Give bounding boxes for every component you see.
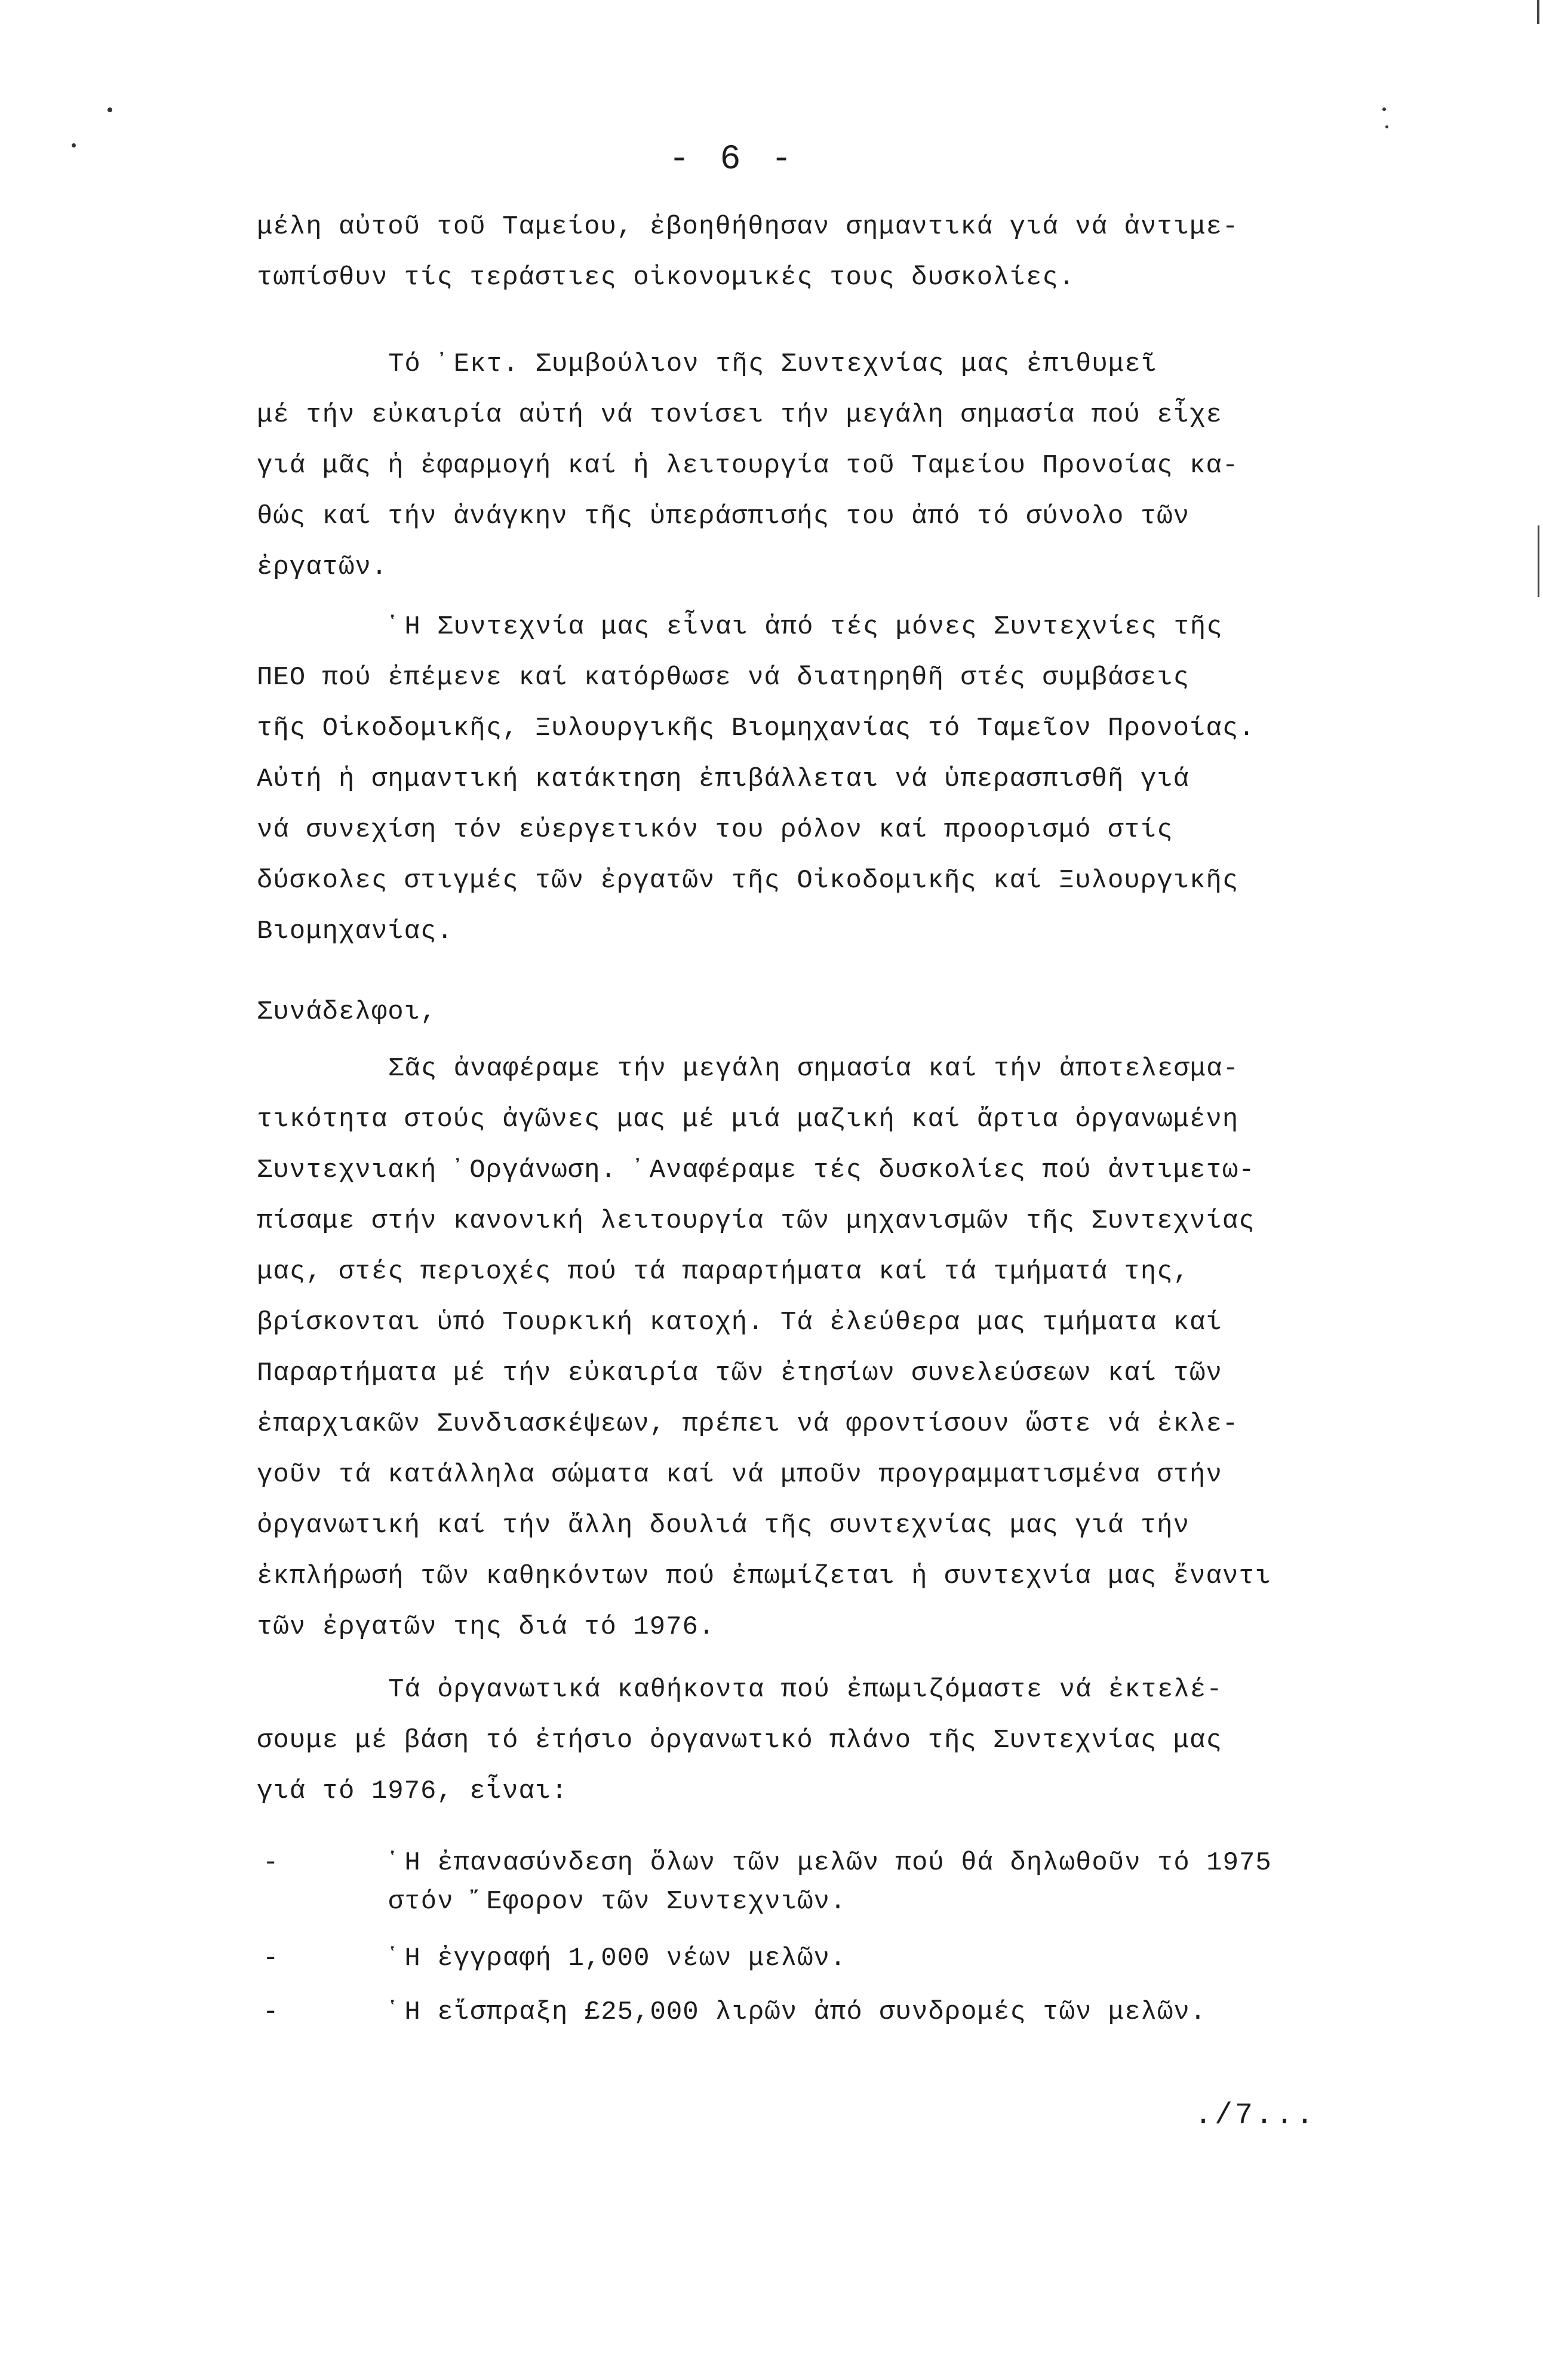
paragraph-2-line-3: γιά μᾶς ἡ ἐφαρμογή καί ἡ λειτουργία τοῦ Ταμείου Προνοίας κα- (257, 451, 1239, 481)
paragraph-2-line-2: μέ τήν εὐκαιρία αὐτή νά τονίσει τήν μεγάλη σημασία πού εἶχε (257, 400, 1222, 430)
paragraph-1-line-2: τωπίσθυν τίς τεράστιες οἰκονομικές τους δυσκολίες. (257, 263, 1075, 293)
paragraph-4-line-7: Παραρτήματα μέ τήν εὐκαιρία τῶν ἐτησίων συνελεύσεων καί τῶν (257, 1358, 1222, 1388)
paragraph-3-line-1: ῾Η Συντεχνία μας εἶναι ἀπό τές μόνες Συντεχνίες τῆς (388, 612, 1223, 642)
list-item-3-marker: - (263, 1997, 279, 2027)
list-item-1-marker: - (263, 1848, 279, 1878)
paragraph-3-line-2: ΠΕΟ πού ἐπέμενε καί κατόρθωσε νά διατηρηθῆ στές συμβάσεις (257, 663, 1190, 693)
paragraph-4-line-1: Σᾶς ἀναφέραμε τήν μεγάλη σημασία καί τήν ἀποτελεσμα- (388, 1054, 1240, 1084)
scan-edge-mark (1538, 525, 1539, 597)
page-continuation-marker: ./7... (1194, 2099, 1317, 2133)
paragraph-5-line-2: σουμε μέ βάση τό ἐτήσιο ὀργανωτικό πλάνο τῆς Συντεχνίας μας (257, 1726, 1222, 1755)
paragraph-4-line-3: Συντεχνιακή ᾽Οργάνωση. ᾽Αναφέραμε τές δυσκολίες πού ἀντιμετω- (257, 1155, 1255, 1185)
paragraph-4-line-9: γοῦν τά κατάλληλα σώματα καί νά μποῦν προγραμματισμένα στήν (257, 1460, 1222, 1490)
page-number: - 6 - (669, 140, 797, 179)
paragraph-1-line-1: μέλη αὐτοῦ τοῦ Ταμείου, ἐβοηθήθησαν σημαντικά γιά νά ἀντιμε- (257, 212, 1239, 242)
paragraph-4-line-8: ἐπαρχιακῶν Συνδιασκέψεων, πρέπει νά φροντίσουν ὥστε νά ἐκλε- (257, 1409, 1239, 1439)
paragraph-3-line-5: νά συνεχίση τόν εὐεργετικόν του ρόλον καί προορισμό στίς (257, 815, 1173, 845)
paragraph-4-line-5: μας, στές περιοχές πού τά παραρτήματα καί τά τμήματά της, (257, 1257, 1190, 1287)
list-item-1-line-2: στόν ῎Εφορον τῶν Συντεχνιῶν. (388, 1887, 847, 1917)
paragraph-4-line-10: ὀργανωτική καί τήν ἄλλη δουλιά τῆς συντεχνίας μας γιά τήν (257, 1511, 1190, 1540)
paragraph-4-line-4: πίσαμε στήν κανονική λειτουργία τῶν μηχανισμῶν τῆς Συντεχνίας (257, 1206, 1255, 1236)
paragraph-4-line-2: τικότητα στούς ἀγῶνες μας μέ μιά μαζική καί ἄρτια ὀργανωμένη (257, 1105, 1239, 1134)
scan-edge-mark (1537, 0, 1539, 24)
list-item-2-line-1: ῾Η ἐγγραφή 1,000 νέων μελῶν. (388, 1944, 847, 1973)
paragraph-4-line-6: βρίσκονται ὑπό Τουρκική κατοχή. Τά ἐλεύθερα μας τμήματα καί (257, 1308, 1222, 1337)
scan-speck (1382, 107, 1386, 111)
paragraph-4-line-12: τῶν ἐργατῶν της διά τό 1976. (257, 1612, 715, 1642)
paragraph-5-line-3: γιά τό 1976, εἶναι: (257, 1776, 568, 1806)
list-item-1-line-1: ῾Η ἐπανασύνδεση ὅλων τῶν μελῶν πού θά δηλωθοῦν τό 1975 (388, 1848, 1272, 1878)
paragraph-3-line-6: δύσκολες στιγμές τῶν ἐργατῶν τῆς Οἰκοδομικῆς καί Ξυλουργικῆς (257, 866, 1239, 896)
list-item-3-line-1: ῾Η εἴσπραξη £25,000 λιρῶν ἀπό συνδρομές τῶν μελῶν. (388, 1997, 1207, 2027)
paragraph-3-line-3: τῆς Οἰκοδομικῆς, Ξυλουργικῆς Βιομηχανίας τό Ταμεῖον Προνοίας. (257, 714, 1255, 743)
paragraph-2-line-5: ἐργατῶν. (257, 552, 388, 582)
paragraph-3-line-4: Αὐτή ἡ σημαντική κατάκτηση ἐπιβάλλεται νά ὑπερασπισθῆ γιά (257, 764, 1190, 794)
paragraph-2-line-1: Τό ᾽Εκτ. Συμβούλιον τῆς Συντεχνίας μας ἐπιθυμεῖ (388, 349, 1158, 379)
paragraph-2-line-4: θώς καί τήν ἀνάγκην τῆς ὑπεράσπισής του ἀπό τό σύνολο τῶν (257, 502, 1190, 531)
paragraph-4-line-11: ἐκπλήρωσή τῶν καθηκόντων πού ἐπωμίζεται ἡ συντεχνία μας ἔναντι (257, 1561, 1272, 1591)
paragraph-5-line-1: Τά ὀργανωτικά καθήκοντα πού ἐπωμιζόμαστε νά ἐκτελέ- (388, 1675, 1223, 1705)
salutation: Συνάδελφοι, (257, 997, 437, 1027)
paragraph-3-line-7: Βιομηχανίας. (257, 917, 453, 946)
list-item-2-marker: - (263, 1944, 279, 1973)
scan-speck (72, 143, 76, 147)
scan-speck (107, 107, 112, 112)
scan-speck (1385, 125, 1388, 128)
